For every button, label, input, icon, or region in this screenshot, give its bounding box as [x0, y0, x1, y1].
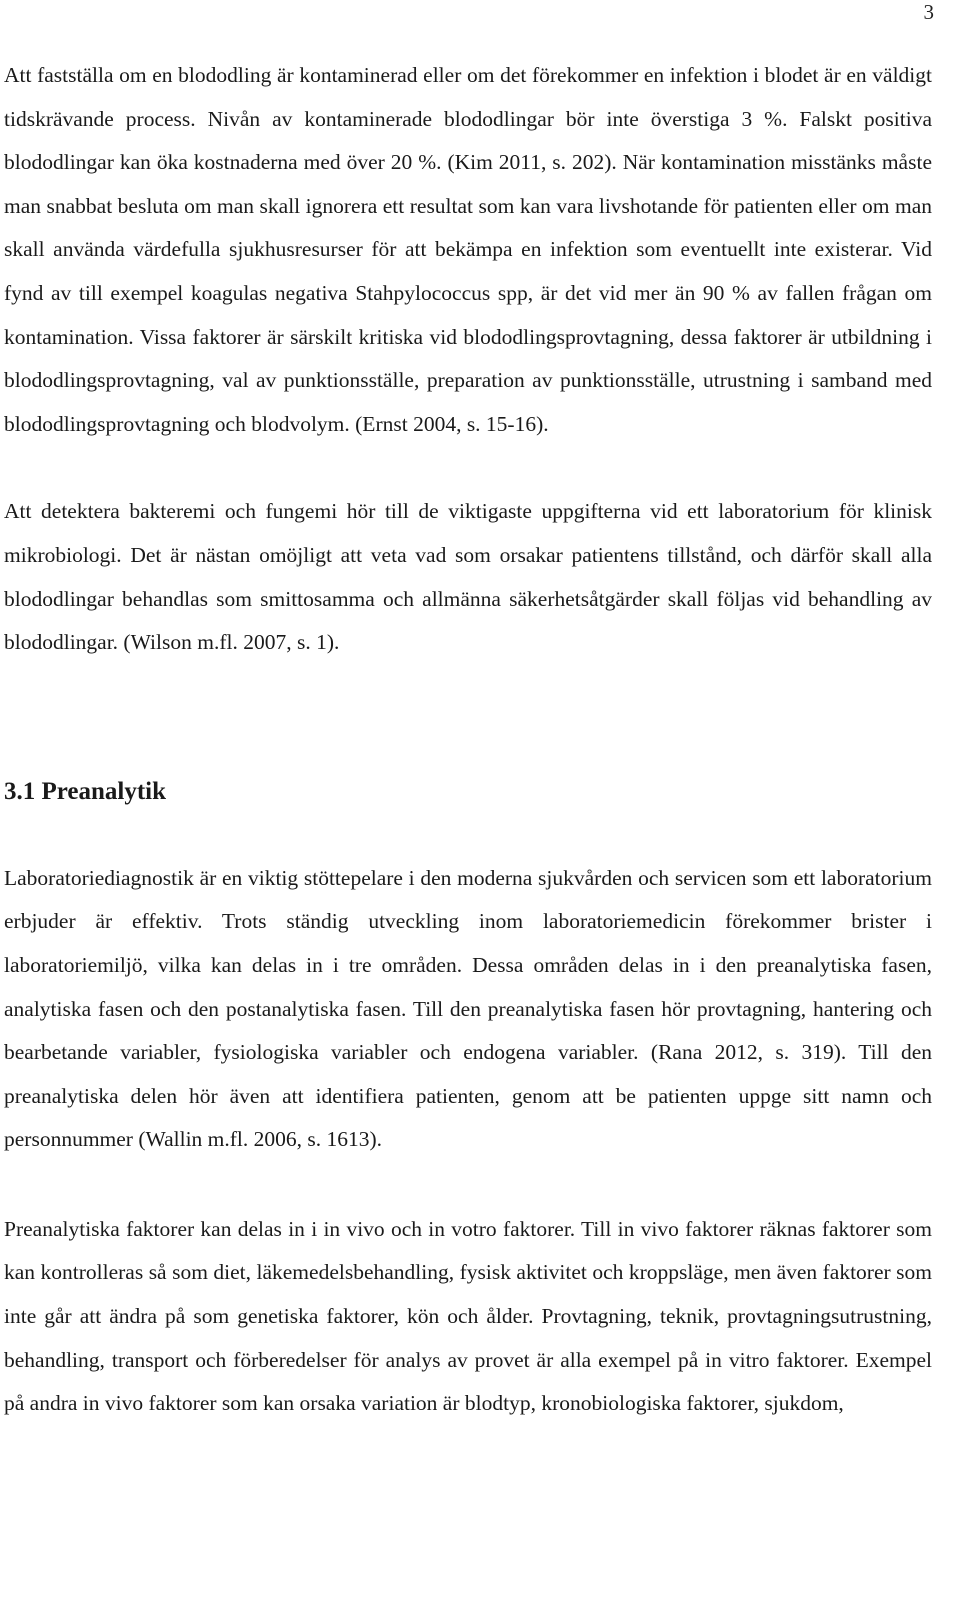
section-heading: 3.1 Preanalytik: [4, 777, 167, 805]
body-paragraph: Laboratoriediagnostik är en viktig stöttepelare i den moderna sjukvården och servicen som ett laboratorium erbjuder är effektiv. Trots ständig utveckling inom laboratoriemedicin förekommer brister i laboratoriemiljö, vilka kan delas in i tre områden. Dessa områden delas in i den preanalytiska fasen, analytiska fasen och den postanalytiska fasen. Till den preanalytiska fasen hör provtagning, hantering och bearbetande variabler, fysiologiska variabler och endogena variabler. (Rana 2012, s. 319). Till den preanalytiska delen hör även att identifiera patienten, genom att be patienten uppge sitt namn och personnummer (Wallin m.fl. 2006, s. 1613).: [4, 865, 932, 1152]
body-paragraph: Att detektera bakteremi och fungemi hör till de viktigaste uppgifterna vid ett laboratorium för klinisk mikrobiologi. Det är nästan omöjligt att veta vad som orsakar patientens tillstånd, och därför skall alla blododlingar behandlas som smittosamma och allmänna säkerhetsåtgärder skall följas vid behandling av blododlingar. (Wilson m.fl. 2007, s. 1).: [4, 499, 932, 655]
body-paragraph: Att fastställa om en blododling är kontaminerad eller om det förekommer en infektion i blodet är en väldigt tidskrävande process. Nivån av kontaminerade blododlingar bör inte överstiga 3 %. Falskt positiva blododlingar kan öka kostnaderna med över 20 %. (Kim 2011, s. 202). När kontamination misstänks måste man snabbat besluta om man skall ignorera ett resultat som kan vara livshotande för patienten eller om man skall använda värdefulla sjukhusresurser för att bekämpa en infektion som eventuellt inte existerar. Vid fynd av till exempel koagulas negativa Stahpylococcus spp, är det vid mer än 90 % av fallen frågan om kontamination. Vissa faktorer är särskilt kritiska vid blododlingsprovtagning, dessa faktorer är utbildning i blododlingsprovtagning, val av punktionsställe, preparation av punktionsställe, utrustning i samband med blododlingsprovtagning och blodvolym. (Ernst 2004, s. 15-16).: [4, 63, 932, 436]
page-number: 3: [923, 0, 934, 24]
page-content: [4, 54, 932, 1426]
body-paragraph: Preanalytiska faktorer kan delas in i in vivo och in votro faktorer. Till in vivo faktorer räknas faktorer som kan kontrolleras så som diet, läkemedelsbehandling, fysisk aktivitet och kroppsläge, men även faktorer som inte går att ändra på som genetiska faktorer, kön och ålder. Provtagning, teknik, provtagningsutrustning, behandling, transport och förberedelser för analys av provet är alla exempel på in vitro faktorer. Exempel på andra in vivo faktorer som kan orsaka variation är blodtyp, kronobiologiska faktorer, sjukdom,: [4, 1216, 932, 1416]
